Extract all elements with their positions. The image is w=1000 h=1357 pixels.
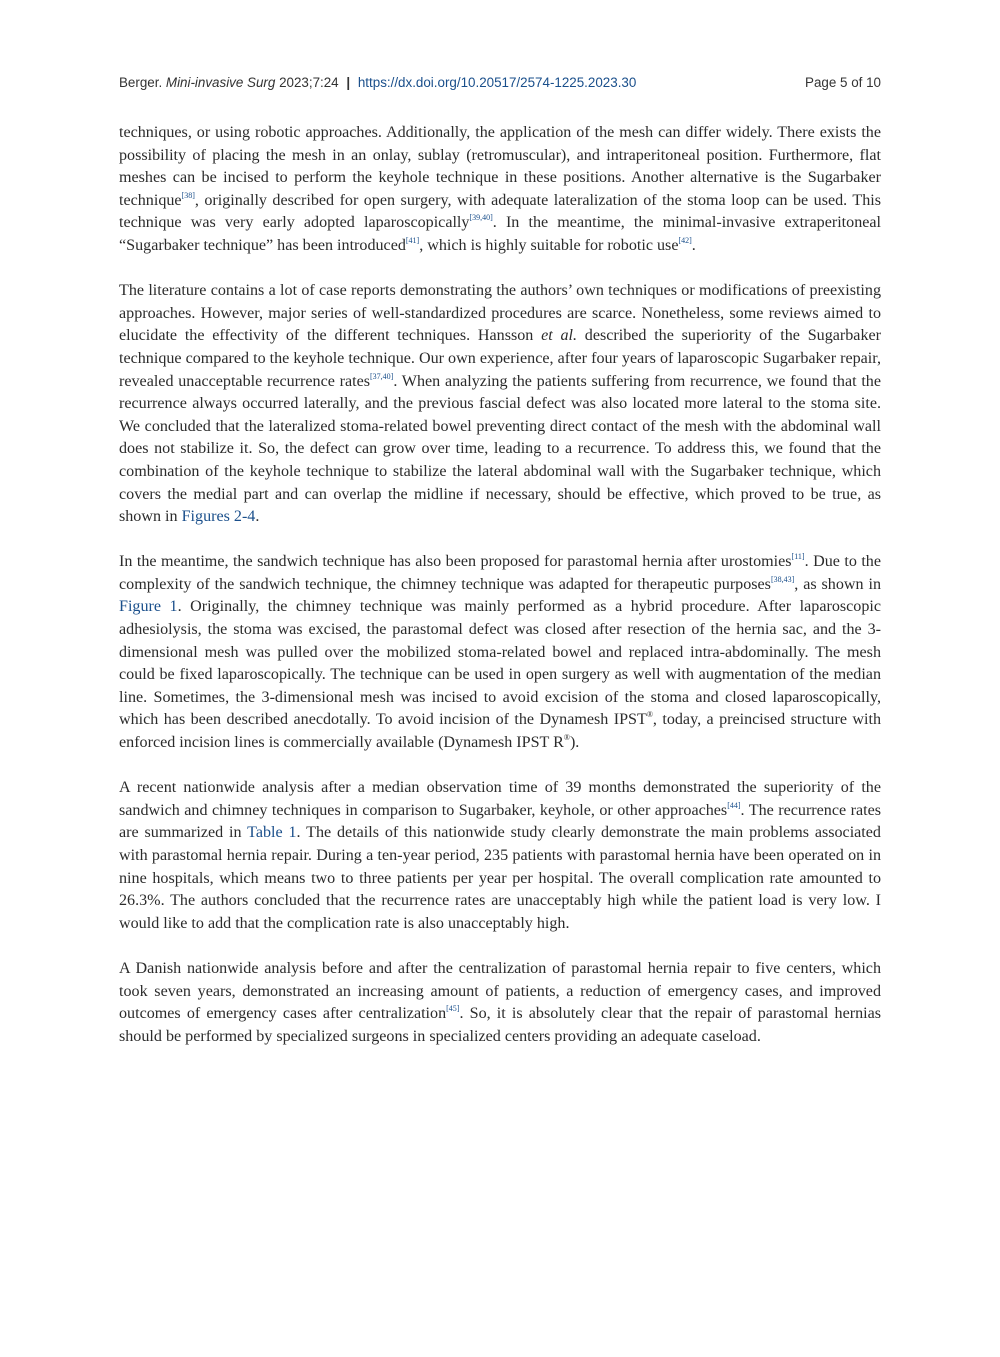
text: . Originally, the chimney technique was mainly performed as a hybrid procedure. After laparoscopic adhesiolysis, the stoma was excised, the parastomal defect was closed after resection of the hernia sac, and the 3-dimensional mesh was pulled over the mobilized stoma-related bowel and replaced intra-abdominally. The mesh could be fixed laparoscopically. The technique can be used in open surgery as well with augmentation of the median line. Sometimes, the 3-dimensional mesh was incised to avoid excision of the stoma and closed laparoscopically, which has been described anecdotally. To avoid incision of the Dynamesh IPST xyxy=(119,598,881,729)
text: . The recurrence rates are summarized in xyxy=(119,801,882,842)
header-author: Berger. xyxy=(119,75,163,90)
paragraph-5 xyxy=(119,958,881,1048)
text: , as shown in xyxy=(794,575,881,593)
citation-link[interactable]: [45] xyxy=(446,1004,460,1014)
header-journal: Mini-invasive Surg xyxy=(165,75,276,90)
text: described the superiority of the Sugarbaker technique compared to the keyhole technique. Our own experience, after four years of laparoscopic Sugarbaker repair, revealed unacceptable recurrence rates xyxy=(119,327,881,390)
page-number: Page 5 of 10 xyxy=(805,75,881,90)
citation-link[interactable]: [39,40] xyxy=(469,213,493,223)
text: . So, it is absolutely clear that the repair of parastomal hernias should be performed by specialized surgeons in specialized centers providing an adequate caseload. xyxy=(119,1005,881,1045)
header-volume: 2023;7:24 xyxy=(279,75,339,90)
text: The literature contains a lot of case reports demonstrating the authors’ own techniques or modifications of preexisting approaches. However, major series of well-standardized procedures are scarce. Nonetheless, some reviews aimed to elucidate the effectivity of the different techniques. Hansson xyxy=(119,282,881,345)
figure-link[interactable]: Figure 1 xyxy=(119,598,178,616)
article-body xyxy=(119,122,881,1071)
text: techniques, or using robotic approaches. Additionally, the application of the mesh can differ widely. There exists the possibility of placing the mesh in an onlay, sublay (retromuscular), and intraperitoneal position. Furthermore, flat meshes can be incised to perform the keyhole technique in these positions. Another alternative is the Sugarbaker technique xyxy=(119,124,881,209)
text: . When analyzing the patients suffering from recurrence, we found that the recurrence always occurred laterally, and the previous fascial defect was also located more lateral to the stoma site. We concluded that the lateralized stoma-related bowel preventing direct contact of the mesh with the abdominal wall does not stabilize it. So, the defect can grow over time, leading to a recurrence. To address this, we found that the combination of the keyhole technique to stabilize the lateral abdominal wall with the Sugarbaker technique, which covers the medial part and can overlap the midline if necessary, should be effective, which proved to be true, as shown in xyxy=(119,372,881,526)
et-al: et al. xyxy=(541,327,578,345)
doi-link[interactable]: https://dx.doi.org/10.20517/2574-1225.2023.30 xyxy=(357,75,637,90)
text: , which is highly suitable for robotic use xyxy=(419,236,679,254)
text: , originally described for open surgery, with adequate lateralization of the stoma loop can be used. This technique was very early adopted laparoscopically xyxy=(119,191,881,232)
text: . In the meantime, the minimal-invasive extraperitoneal “Sugarbaker technique” has been introduced xyxy=(119,214,881,254)
registered-mark: ® xyxy=(646,710,653,720)
text: . Due to the complexity of the sandwich technique, the chimney technique was adapted for therapeutic purposes xyxy=(119,553,881,593)
text: . The details of this nationwide study clearly demonstrate the main problems associated with parastomal hernia repair. During a ten-year period, 235 patients with parastomal hernia have been operated on in nine hospitals, which means two to three patients per year per hospital. The overall complication rate amounted to 26.3%. The authors concluded that the recurrence rates are unacceptably high while the patient load is very low. I would like to add that the complication rate is also unacceptably high. xyxy=(119,824,881,932)
citation-link[interactable]: [37,40] xyxy=(369,371,394,381)
paragraph-2 xyxy=(119,280,881,529)
citation-link[interactable]: [44] xyxy=(727,800,741,810)
paragraph-3 xyxy=(119,551,881,754)
figures-link[interactable]: Figures 2-4 xyxy=(181,508,256,526)
text: , today, a preincised structure with enforced incision lines is commercially available (Dynamesh IPST R xyxy=(119,711,882,752)
text: . xyxy=(255,508,260,526)
text: . xyxy=(691,236,696,254)
citation-link[interactable]: [38] xyxy=(181,190,195,200)
text: In the meantime, the sandwich technique has also been proposed for parastomal hernia after urostomies xyxy=(119,553,792,571)
text: A Danish nationwide analysis before and after the centralization of parastomal hernia repair to five centers, which took seven years, demonstrated an increasing amount of patients, a reduction of emergency cases, and improved outcomes of emergency cases after centralization xyxy=(119,959,881,1023)
citation-link[interactable]: [11] xyxy=(791,552,805,562)
header-separator: | xyxy=(346,75,351,90)
citation-link[interactable]: [41] xyxy=(405,235,420,245)
text: A recent nationwide analysis after a median observation time of 39 months demonstrated the superiority of the sandwich and chimney techniques in comparison to Sugarbaker, keyhole, or other approaches xyxy=(119,779,881,819)
paragraph-4 xyxy=(119,777,881,935)
citation-link[interactable]: [42] xyxy=(678,235,692,245)
table-link[interactable]: Table 1 xyxy=(247,824,297,842)
text: ). xyxy=(569,734,580,752)
paragraph-1 xyxy=(119,122,881,258)
page-header xyxy=(119,75,881,93)
citation-link[interactable]: [38,43] xyxy=(770,574,795,584)
registered-mark: ® xyxy=(563,733,570,743)
